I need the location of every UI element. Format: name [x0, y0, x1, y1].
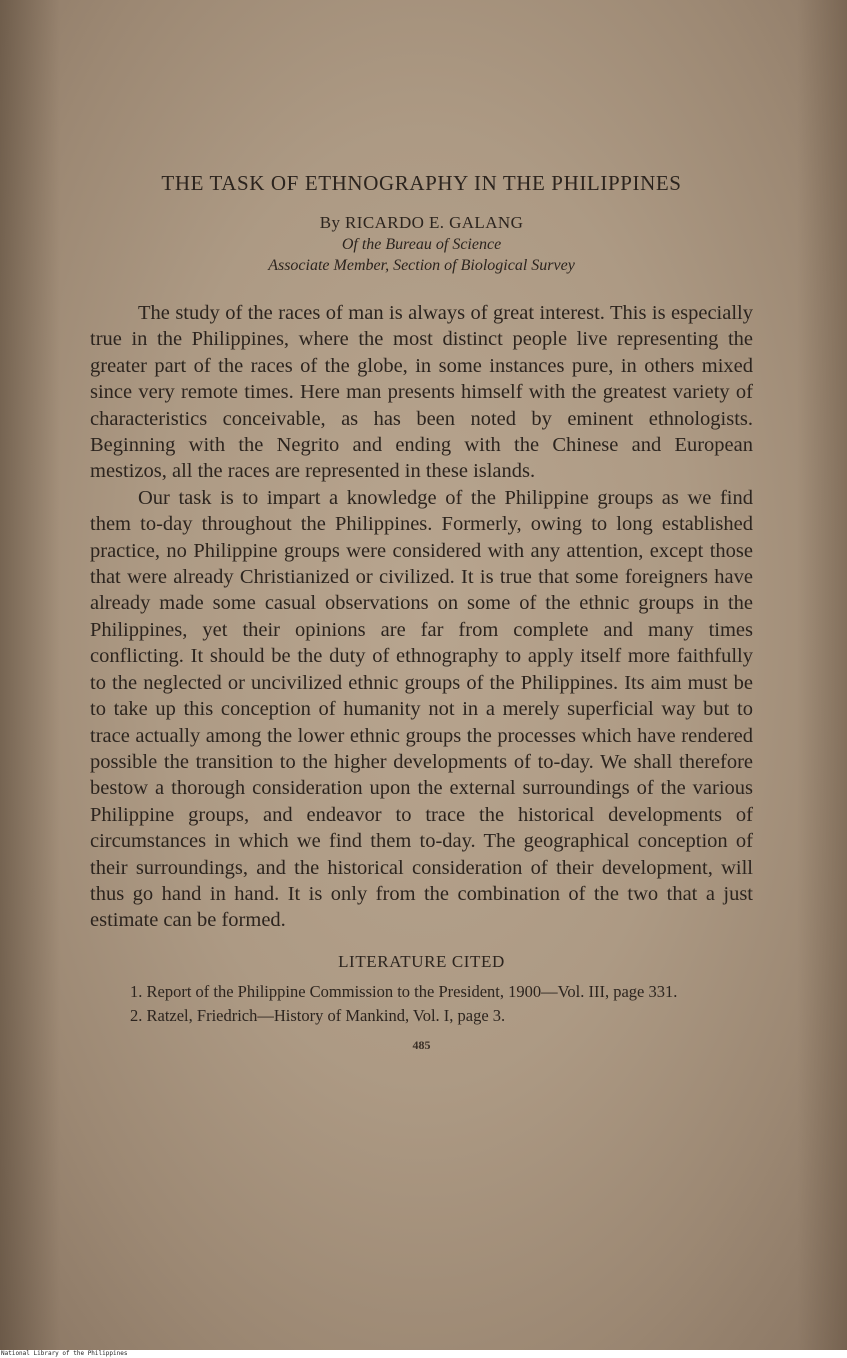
- reference-list: [90, 980, 753, 1028]
- article-title: THE TASK OF ETHNOGRAPHY IN THE PHILIPPINES: [161, 171, 682, 195]
- paragraph-1: The study of the races of man is always of great interest. This is especially true in the Philippines, where the most distinct people live representing the greater part of the races of the globe, in some instances pure, in others mixed since very remote times. Here man presents himself with the greatest variety of characteristics conceivable, as has been noted by eminent ethnologists. Beginning with the Negrito and ending with the Chinese and European mestizos, all the races are represented in these islands.: [90, 302, 753, 483]
- author-affiliation-section: Associate Member, Section of Biological Survey: [268, 257, 575, 274]
- paragraph-2: Our task is to impart a knowledge of the Philippine groups as we find them to-day throughout the Philippines. Formerly, owing to long established practice, no Philippine groups were considered with any attention, except those that were already Christianized or civilized. It is true that some foreigners have already made some casual observations on some of the ethnic groups in the Philippines, yet their opinions are far from complete and many times conflicting. It should be the duty of ethnography to apply itself more faithfully to the neglected or uncivilized ethnic groups of the Philippines. Its aim must be to take up this conception of humanity not in a merely superficial way but to trace actually among the lower ethnic groups the processes which have rendered possible the transition to the higher developments of to-day. We shall therefore bestow a thorough consideration upon the external surroundings of the various Philippine groups, and endeavor to trace the historical developments of circumstances in which we find them to-day. The geographical conception of their surroundings, and the historical consideration of their development, will thus go hand in hand. It is only from the combination of the two that a just estimate can be formed.: [90, 486, 753, 932]
- author-affiliation-bureau: Of the Bureau of Science: [341, 236, 502, 253]
- library-credit: National Library of the Philippines: [1, 1350, 128, 1357]
- page-number: 485: [412, 1037, 431, 1052]
- article-body: [90, 300, 753, 934]
- reference-item-1: 1. Report of the Philippine Commission to the President, 1900—Vol. III, page 331.: [130, 981, 678, 1001]
- author-byline: By RICARDO E. GALANG: [319, 213, 524, 232]
- reference-item-2: 2. Ratzel, Friedrich—History of Mankind, Vol. I, page 3.: [130, 1005, 506, 1025]
- article: [90, 168, 753, 1053]
- literature-cited-heading: LITERATURE CITED: [338, 951, 505, 971]
